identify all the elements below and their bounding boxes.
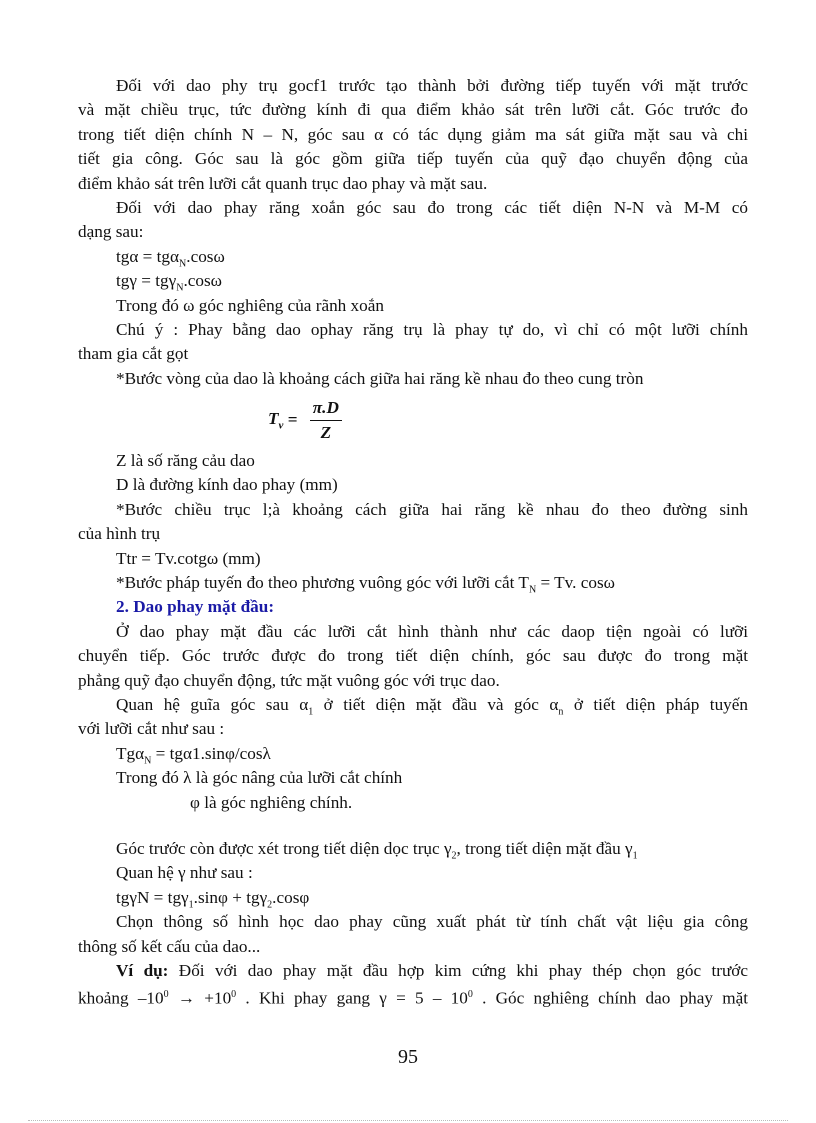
paragraph-line: Trong đó ω góc nghiêng của rãnh xoắn	[116, 295, 384, 315]
paragraph-line: Chú ý : Phay bằng dao ophay răng trụ là phay tự do, vì chỉ có một lưỡi chính	[116, 319, 748, 339]
page-bottom-divider	[28, 1120, 788, 1121]
paragraph-line: Z là số răng cảu dao	[116, 451, 255, 471]
paragraph-line: tham gia cắt gọt	[78, 344, 189, 364]
paragraph-line: Trong đó λ là góc nâng của lưỡi cắt chính	[116, 768, 403, 788]
paragraph-line: với lưỡi cắt như sau :	[78, 719, 225, 739]
paragraph-line: dạng sau:	[78, 222, 144, 242]
paragraph-line: Quan hệ γ như sau :	[116, 863, 253, 883]
paragraph-line: trong tiết diện chính N – N, góc sau α có tác dụng giảm ma sát giữa mặt sau và chi	[78, 124, 748, 144]
formula-numerator: π.D	[310, 398, 342, 421]
paragraph-line: Đối với dao phy trụ gocf1 trước tạo thành bởi đường tiếp tuyến với mặt trước	[116, 76, 748, 95]
paragraph-line: Đối với dao phay răng xoắn góc sau đo trong các tiết diện N-N và M-M có	[116, 197, 748, 217]
paragraph-line: chuyển tiếp. Góc trước được đo trong tiết diện chính, góc sau được đo trong mặt	[78, 646, 748, 666]
paragraph-line: Quan hệ guĩa góc sau $\alpha_1$ ở tiết diện mặt đầu và góc $\alpha_n$ ở tiết diện pháp tuyến	[116, 694, 748, 718]
paragraph-line: và mặt chiều trục, tức đường kính đi qua điểm khảo sát trên lưỡi cắt. Góc trước đo	[78, 100, 748, 120]
formula-line: Ttr = Tv.cotgω (mm)	[116, 548, 261, 568]
spacer	[78, 815, 748, 837]
paragraph-line: tiết gia công. Góc sau là góc gồm giữa tiếp tuyến của quỹ đạo chuyển động của	[78, 149, 748, 169]
formula-line: tgγN = tgγ$_1$.sinφ + tgγ$_2$.cosφ	[116, 887, 310, 911]
formula-fraction	[310, 398, 342, 443]
paragraph-line: *Bước pháp tuyến đo theo phương vuông góc với lưỡi cắt $T_N = Tv$. cosω	[116, 573, 615, 596]
paragraph-line: của hình trụ	[78, 524, 161, 544]
paragraph-line: phẳng quỹ đạo chuyển động, tức mặt vuông góc với trục dao.	[78, 670, 500, 690]
paragraph-line: điểm khảo sát trên lưỡi cắt quanh trục dao phay và mặt sau.	[78, 173, 488, 193]
document-body	[78, 74, 748, 1008]
formula-line: tgα = tgα$_N$.cosω	[116, 246, 225, 270]
formula-line: Tgα$_N$ = tgα1.sinφ/cosλ	[116, 743, 271, 767]
paragraph-line: *Bước vòng của dao là khoảng cách giữa hai răng kề nhau đo theo cung tròn	[116, 368, 644, 388]
paragraph-line: Ví dụ: Đối với dao phay mặt đầu hợp kim cứng khi phay thép chọn góc trước	[116, 960, 748, 980]
pitch-formula	[78, 391, 748, 449]
formula-denominator: Z	[320, 422, 332, 442]
formula-equals: =	[283, 410, 302, 430]
formula-lhs: $T_v$	[268, 408, 284, 432]
paragraph-line: Chọn thông số hình học dao phay cũng xuất phát từ tính chất vật liệu gia công	[116, 912, 748, 932]
formula-line: tgγ = tgγ$_N$.cosω	[116, 271, 222, 294]
paragraph-line: thông số kết cấu của dao...	[78, 936, 261, 956]
paragraph-line: Ở dao phay mặt đầu các lưỡi cắt hình thành như các daop tiện ngoài có lưỡi	[116, 621, 748, 641]
section-heading: 2. Dao phay mặt đầu:	[116, 597, 275, 617]
page-number: 95	[398, 1046, 418, 1068]
paragraph-line: *Bước chiều trục l;à khoảng cách giữa hai răng kề nhau đo theo đường sinh	[116, 499, 748, 519]
paragraph-line: khoảng $-10^0 \to +10^0$ . Khi phay gang $\gamma = 5 - 10^0$ . Góc nghiêng chính dao phay mặt	[78, 989, 748, 1009]
paragraph-line: φ là góc nghiêng chính.	[190, 792, 353, 812]
paragraph-line: Góc trước còn được xét trong tiết diện dọc trục $\gamma_2$, trong tiết diện mặt đầu $\gamma_1$	[116, 838, 638, 862]
paragraph-line: D là đường kính dao phay (mm)	[116, 475, 338, 495]
